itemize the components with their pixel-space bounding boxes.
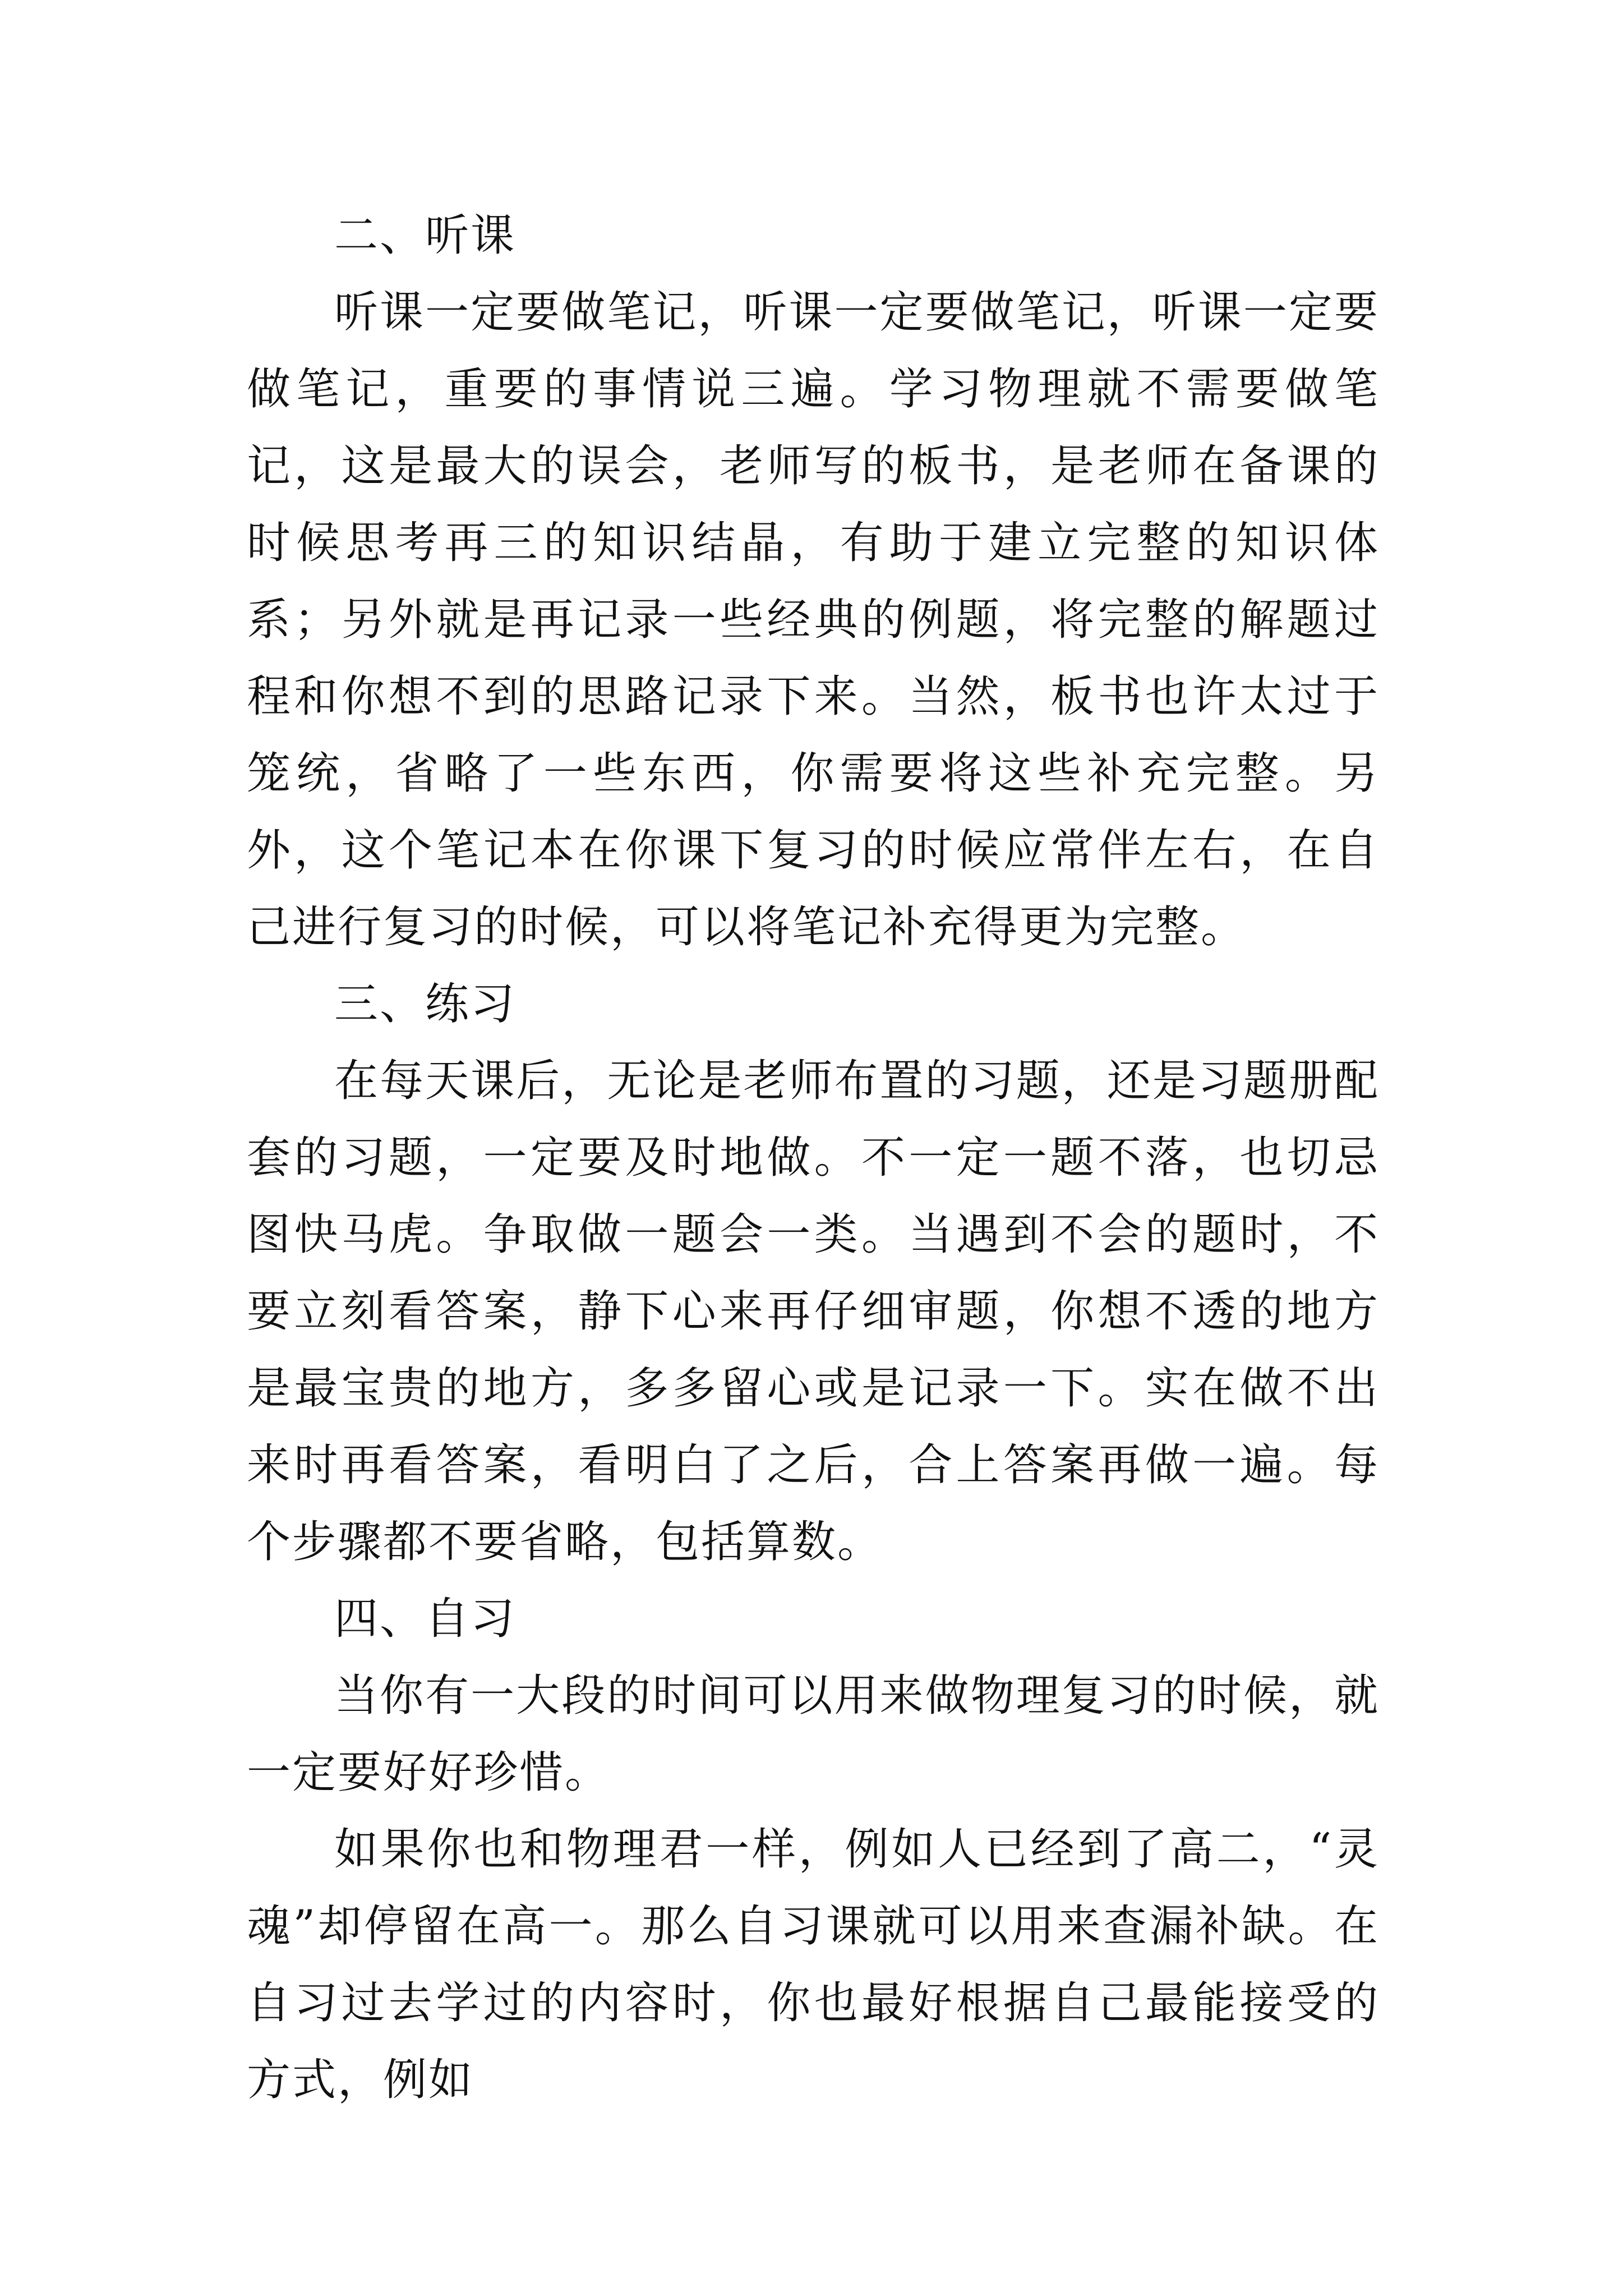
section-heading-self-study: 四、自习 (334, 1594, 517, 1644)
document-body (247, 197, 1380, 2119)
paragraph-practice: 在每天课后，无论是老师布置的习题，还是习题册配套的习题，一定要及时地做。不一定一题不落，也切忌图快马虎。争取做一题会一类。当遇到不会的题时，不要立刻看答案，静下心来再仔细审题，你想不透的地方是最宝贵的地方，多多留心或是记录一下。实在做不出来时再看答案，看明白了之后，合上答案再做一遍。每个步骤都不要省略，包括算数。 (247, 1056, 1380, 1567)
paragraph-listening: 听课一定要做笔记，听课一定要做笔记，听课一定要做笔记，重要的事情说三遍。学习物理就不需要做笔记，这是最大的误会，老师写的板书，是老师在备课的时候思考再三的知识结晶，有助于建立完整的知识体系；另外就是再记录一些经典的例题，将完整的解题过程和你想不到的思路记录下来。当然，板书也许太过于笼统，省略了一些东西，你需要将这些补充完整。另外，这个笔记本在你课下复习的时候应常伴左右，在自己进行复习的时候，可以将笔记补充得更为完整。 (247, 287, 1380, 953)
section-heading-listening: 二、听课 (334, 210, 517, 261)
paragraph-self-study-2: 如果你也和物理君一样，例如人已经到了高二，“灵魂”却停留在高一。那么自习课就可以用来查漏补缺。在自习过去学过的内容时，你也最好根据自己最能接受的方式，例如 (247, 1824, 1380, 2105)
paragraph-self-study-1: 当你有一大段的时间可以用来做物理复习的时候，就一定要好好珍惜。 (247, 1671, 1380, 1798)
section-heading-practice: 三、练习 (334, 979, 517, 1029)
